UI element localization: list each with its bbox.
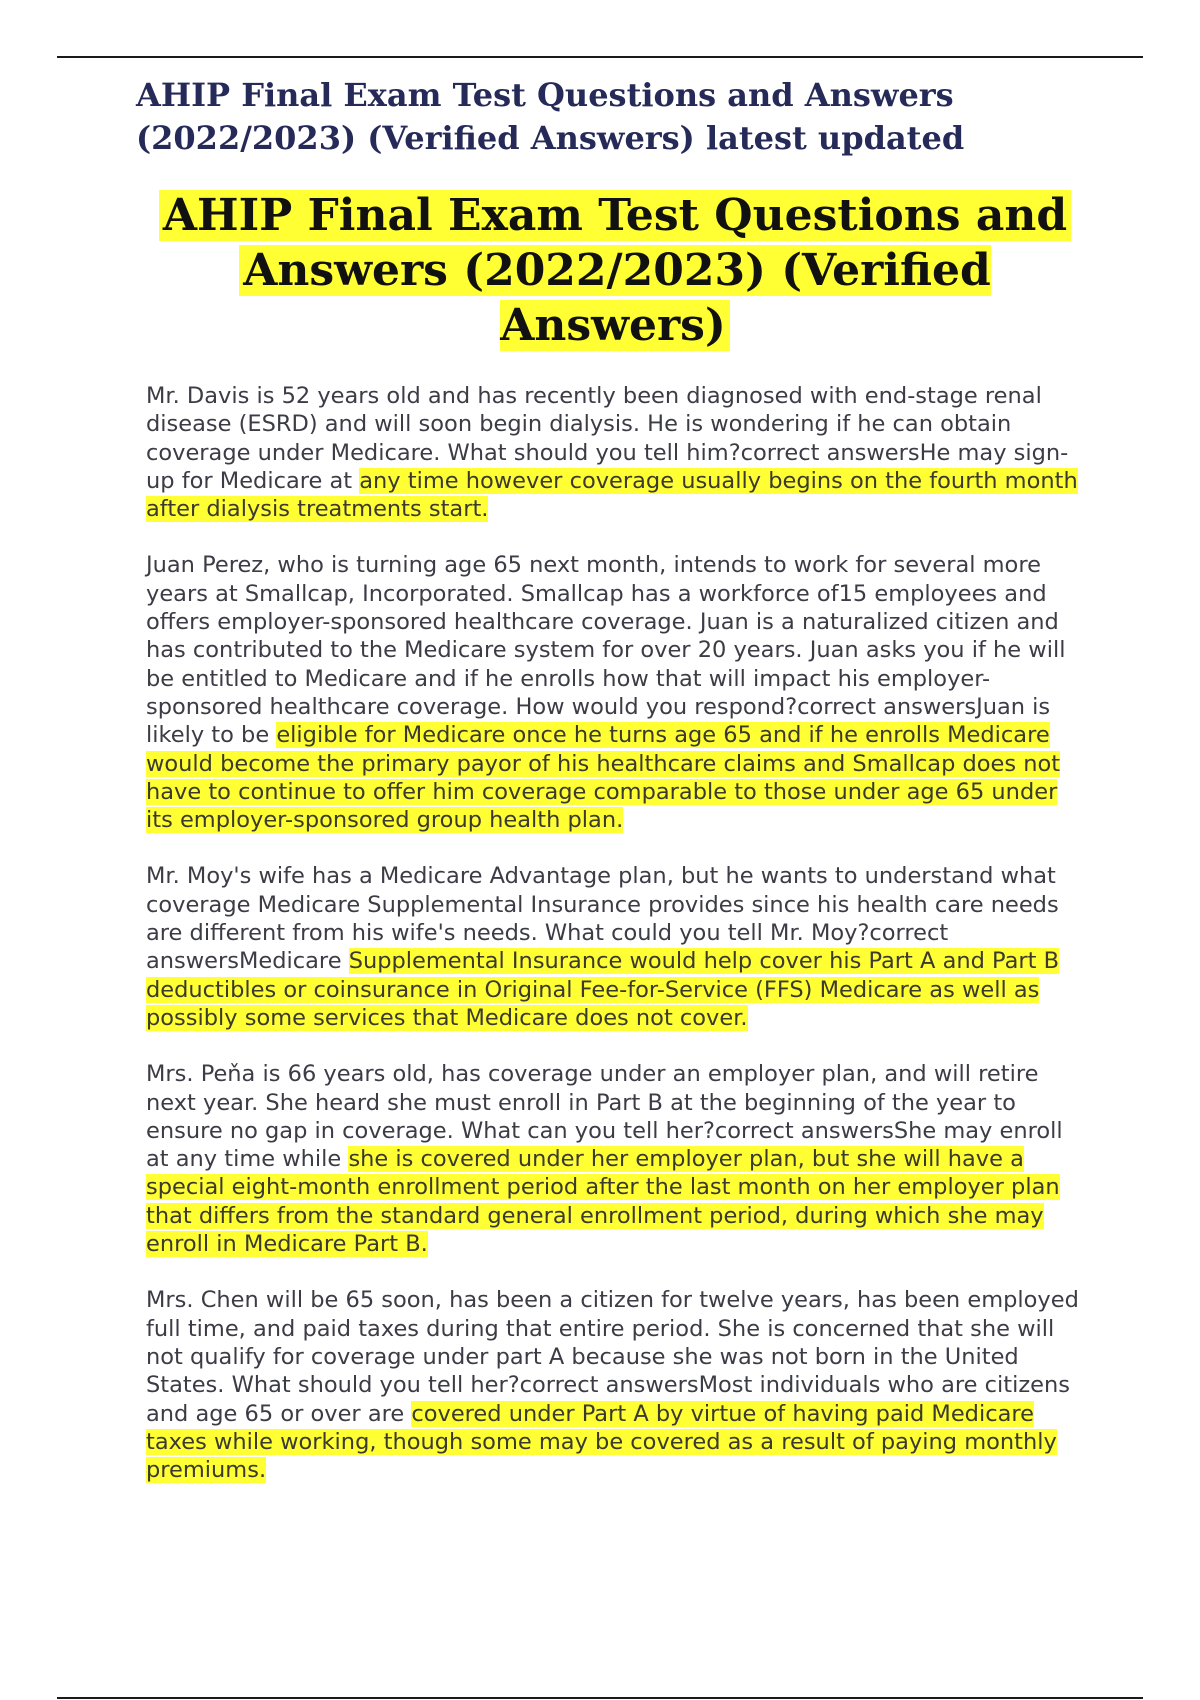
qa-answer-highlight: covered under Part A by virtue of having paid Medicare taxes while working, though some may be covered as a result of paying monthly premiums. — [146, 1400, 1057, 1484]
document-title-line-2: Answers (2022/2023) (Verified Answers) — [239, 245, 991, 351]
qa-question: Juan Perez, who is turning age 65 next month, intends to work for several more years at Smallcap, Incorporated. Smallcap has a workforce of15 employees and offers employer-sponsored healthcare coverage. Juan is a naturalized citizen and has contributed to the Medicare system for over 20 years. Juan asks you if he will be entitled to Medicare and if he enrolls how that will impact his employer-sponsored healthcare coverage. How would you respond?correct answersJuan is likely to be — [146, 552, 1066, 749]
qa-item — [146, 1286, 1081, 1484]
top-rule — [57, 56, 1143, 58]
qa-question: Mr. Moy's wife has a Medicare Advantage plan, but he wants to understand what coverage Medicare Supplemental Insurance provides since his health care needs are different from his wife's needs. What could you tell Mr. Moy?correct answersMedicare — [146, 863, 1059, 975]
qa-list — [146, 382, 1081, 1512]
qa-question: Mrs. Chen will be 65 soon, has been a citizen for twelve years, has been employed full time, and paid taxes during that entire period. She is concerned that she will not qualify for coverage under part A because she was not born in the United States. What should you tell her?correct answersMost individuals who are citizens and age 65 or over are — [146, 1287, 1079, 1427]
qa-item — [146, 551, 1081, 834]
document-title-line-1: AHIP Final Exam Test Questions and — [159, 190, 1071, 241]
qa-question: Mr. Davis is 52 years old and has recently been diagnosed with end-stage renal disease (ESRD) and will soon begin dialysis. He is wondering if he can obtain coverage under Medicare. What should you tell him?correct answersHe may sign-up for Medicare at — [146, 383, 1069, 494]
qa-answer-highlight: Supplemental Insurance would help cover his Part A and Part B deductibles or coinsurance in Original Fee-for-Service (FFS) Medicare as well as possibly some services that Medicare does not cover. — [146, 948, 1060, 1031]
qa-answer-highlight: any time however coverage usually begins on the fourth month after dialysis treatments start. — [146, 467, 1078, 523]
qa-question: Mrs. Peňa is 66 years old, has coverage under an employer plan, and will retire next year. She heard she must enroll in Part B at the beginning of the year to ensure no gap in coverage. What can you tell her?correct answersShe may enroll at any time while — [146, 1061, 1063, 1173]
bottom-rule — [57, 1697, 1143, 1699]
header-title: AHIP Final Exam Test Questions and Answers (2022/2023) (Verified Answers) latest updated — [136, 76, 965, 157]
qa-answer-highlight: she is covered under her employer plan, but she will have a special eight-month enrollment period after the last month on her employer plan that differs from the standard general enrollment period, during which she may enroll in Medicare Part B. — [146, 1146, 1060, 1258]
qa-answer-highlight: eligible for Medicare once he turns age 65 and if he enrolls Medicare would become the primary payor of his healthcare claims and Smallcap does not have to continue to offer him coverage comparable to those under age 65 under its employer-sponsored group health plan. — [146, 722, 1061, 834]
document-title — [150, 188, 1080, 353]
qa-item — [146, 1060, 1081, 1258]
qa-item — [146, 862, 1081, 1032]
qa-item — [146, 382, 1081, 523]
